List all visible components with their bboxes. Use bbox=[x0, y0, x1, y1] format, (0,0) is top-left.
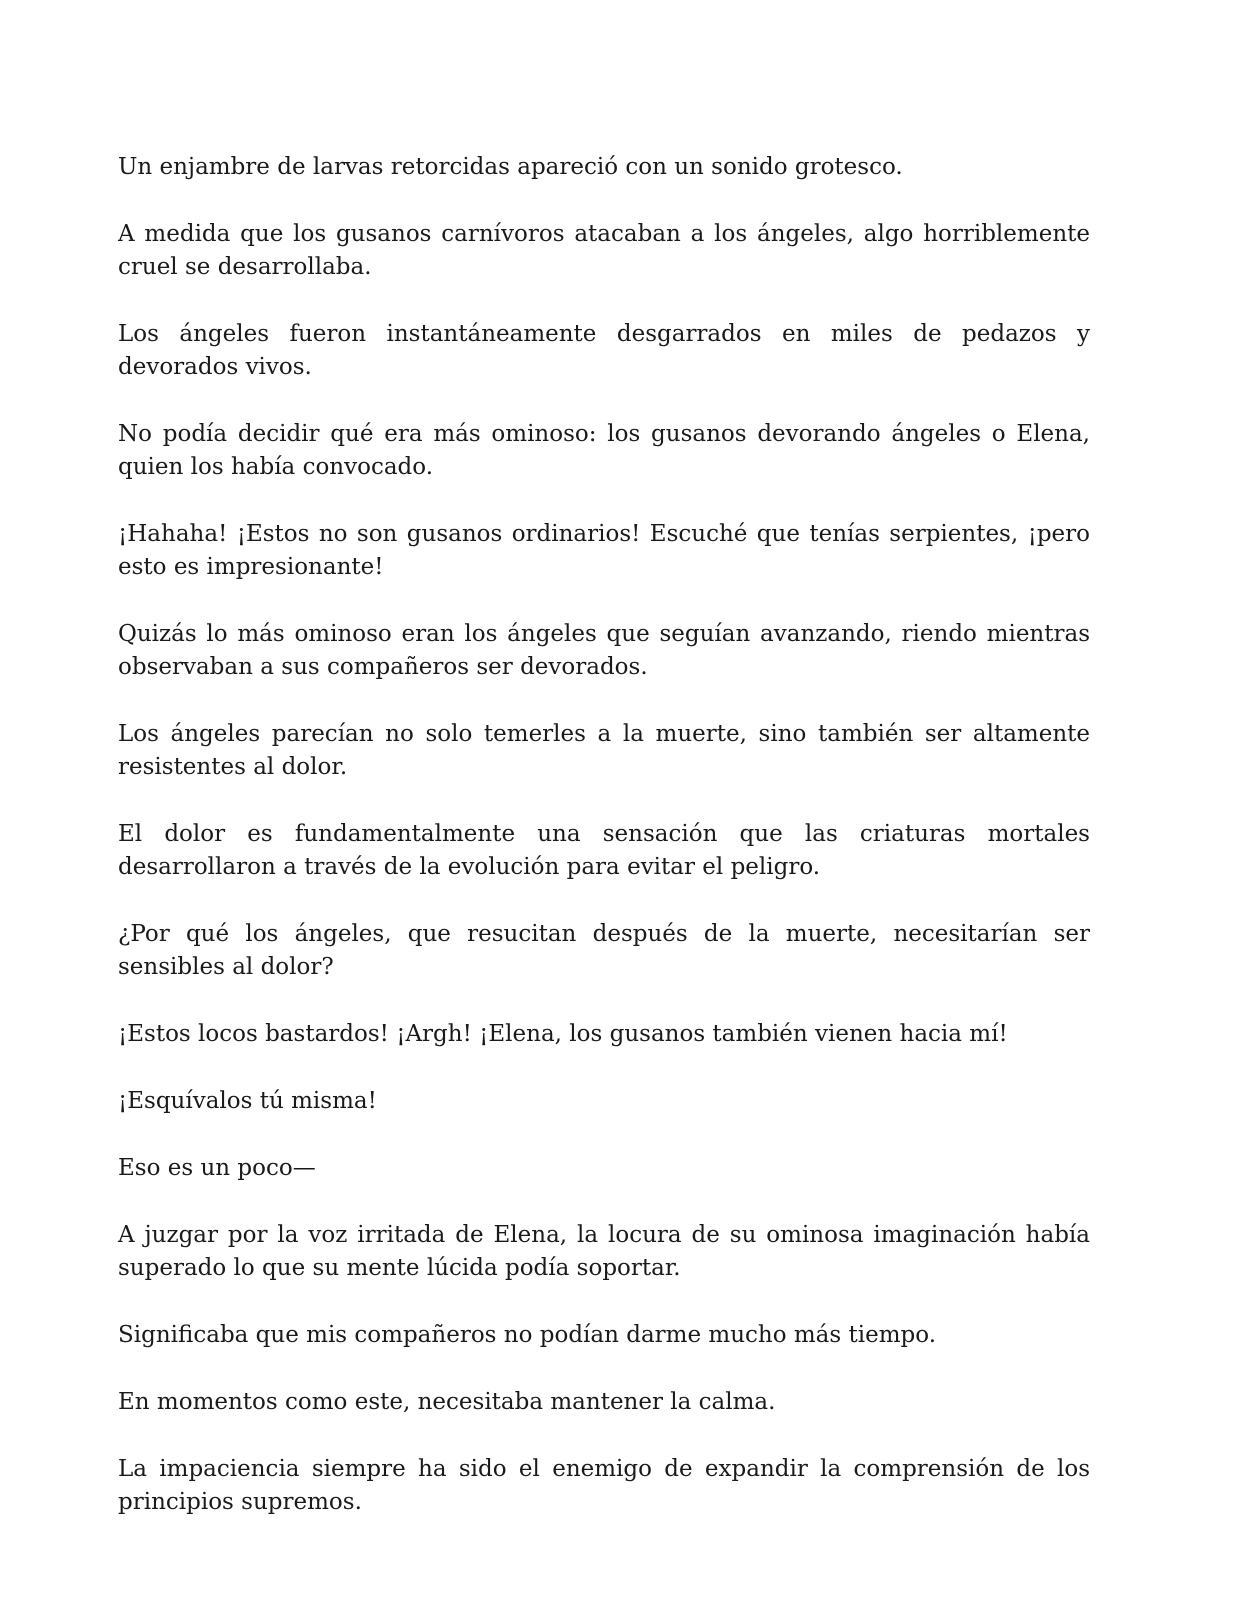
paragraph-1: Un enjambre de larvas retorcidas apareció con un sonido grotesco. bbox=[118, 154, 903, 180]
paragraph-3: Los ángeles fueron instantáneamente desgarrados en miles de pedazos y devorados vivos. bbox=[118, 321, 1090, 380]
paragraph-8: El dolor es fundamentalmente una sensación que las criaturas mortales desarrollaron a través de la evolución para evitar el peligro. bbox=[118, 821, 1090, 880]
paragraph-12: Eso es un poco— bbox=[118, 1155, 316, 1181]
document-body bbox=[118, 151, 1090, 1553]
paragraph-2: A medida que los gusanos carnívoros atacaban a los ángeles, algo horriblemente cruel se desarrollaba. bbox=[118, 221, 1090, 280]
paragraph-6: Quizás lo más ominoso eran los ángeles que seguían avanzando, riendo mientras observaban a sus compañeros ser devorados. bbox=[118, 621, 1090, 680]
paragraph-15: En momentos como este, necesitaba mantener la calma. bbox=[118, 1389, 776, 1415]
paragraph-13: A juzgar por la voz irritada de Elena, la locura de su ominosa imaginación había superado lo que su mente lúcida podía soportar. bbox=[118, 1222, 1090, 1281]
paragraph-9: ¿Por qué los ángeles, que resucitan después de la muerte, necesitarían ser sensibles al dolor? bbox=[118, 921, 1090, 980]
paragraph-4: No podía decidir qué era más ominoso: los gusanos devorando ángeles o Elena, quien los había convocado. bbox=[118, 421, 1090, 480]
paragraph-16: La impaciencia siempre ha sido el enemigo de expandir la comprensión de los principios supremos. bbox=[118, 1456, 1090, 1515]
paragraph-7: Los ángeles parecían no solo temerles a la muerte, sino también ser altamente resistentes al dolor. bbox=[118, 721, 1090, 780]
paragraph-5: ¡Hahaha! ¡Estos no son gusanos ordinarios! Escuché que tenías serpientes, ¡pero esto es impresionante! bbox=[118, 521, 1090, 580]
paragraph-11: ¡Esquívalos tú misma! bbox=[118, 1088, 377, 1114]
paragraph-10: ¡Estos locos bastardos! ¡Argh! ¡Elena, los gusanos también vienen hacia mí! bbox=[118, 1021, 1008, 1047]
paragraph-14: Significaba que mis compañeros no podían darme mucho más tiempo. bbox=[118, 1322, 937, 1348]
